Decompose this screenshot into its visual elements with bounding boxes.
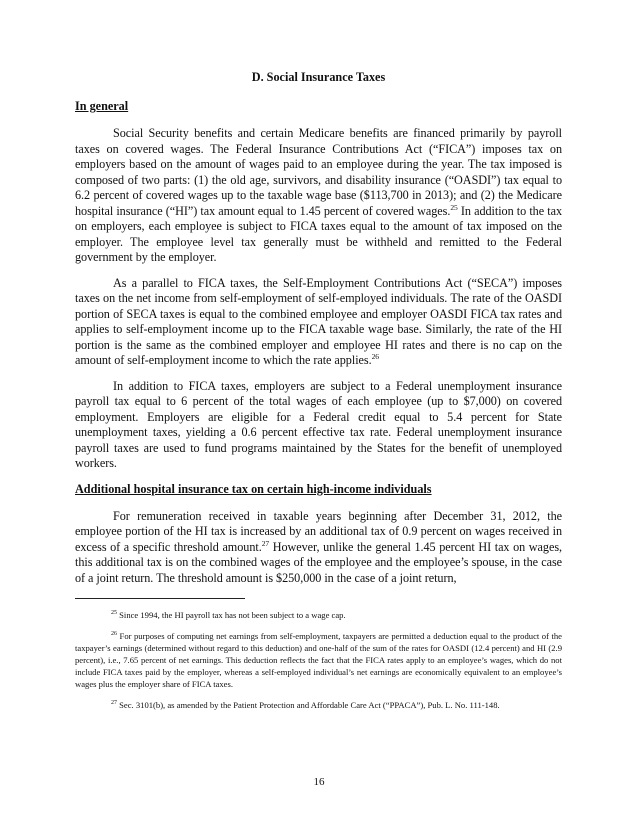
document-page — [75, 70, 562, 720]
paragraph-text: For remuneration received in taxable years beginning after December 31, 2012, the employee portion of the HI tax is increased by an additional tax of 0.9 percent on wages received in excess of a specific threshold amount. — [75, 508, 562, 554]
footnote-ref-25: 25 — [450, 202, 458, 212]
paragraph-text: As a parallel to FICA taxes, the Self-Employment Contributions Act (“SECA”) imposes taxes on the net income from self-employment of self-employed individuals. The rate of the OASDI portion of SECA taxes is equal to the combined employee and employer OASDI FICA tax rates and applies to self-employment income up to the FICA taxable wage base. Similarly, the rate of the HI portion is the same as the combined employer and employee HI rates and there is no cap on the amount of self-employment income to which the rate applies. — [75, 275, 562, 367]
footnote-text: Sec. 3101(b), as amended by the Patient Protection and Affordable Care Act (“PPACA”), Pub. L. No. 111-148. — [117, 700, 500, 710]
page-number: 16 — [313, 776, 325, 788]
paragraph-text: Social Security benefits and certain Medicare benefits are financed primarily by payroll taxes on covered wages. The Federal Insurance Contributions Act (“FICA”) imposes tax on employers based on the amount of wages paid to an employee during the year. The tax imposed is composed of two parts: (1) the old age, survivors, and disability insurance (“OASDI”) tax equal to 6.2 percent of covered wages up to the taxable wage base ($113,700 in 2013); and (2) the Medicare hospital insurance (“HI”) tax amount equal to 1.45 percent of covered wages. — [75, 126, 562, 218]
footnote-text: Since 1994, the HI payroll tax has not been subject to a wage cap. — [117, 610, 346, 620]
footnote-text: For purposes of computing net earnings from self-employment, taxpayers are permitted a deduction equal to the product of the taxpayer’s earnings (determined without regard to this deduction) and one-half of the sum of the rates for OASDI (12.4 percent) and HI (2.9 percent), i.e., 7.65 percent of net earnings. This deduction reflects the fact that the FICA rates apply to an employee’s wages, which do not include FICA taxes paid by the employer, whereas a self-employed individual’s net earnings are economically equivalent to an employee’s wages plus the employer share of FICA taxes. — [75, 631, 562, 689]
footnote-number: 27 — [111, 700, 117, 707]
section-heading: D. Social Insurance Taxes — [251, 70, 386, 84]
footnote-number: 25 — [111, 610, 117, 617]
paragraph-fica — [75, 126, 562, 266]
footnote-ref-27: 27 — [261, 538, 270, 548]
footnote-26 — [75, 630, 562, 690]
paragraph-text-tail: However, unlike the general 1.45 percent HI tax on wages, this additional tax is on the combined wages of the employee and the employee’s spouse, in the case of a joint return. The threshold amount is $250,000 in the case of a joint return, — [75, 539, 563, 585]
footnote-ref-26: 26 — [371, 351, 379, 361]
subheading-in-general: In general — [75, 99, 129, 113]
paragraph-seca — [75, 276, 562, 369]
footnote-number: 26 — [111, 631, 117, 638]
footnote-divider — [75, 598, 245, 599]
paragraph-text: In addition to FICA taxes, employers are subject to a Federal unemployment insurance payroll tax equal to 6 percent of the total wages of each employee (up to $7,000) on covered employment. Employers are eligible for a Federal credit equal to 5.4 percent for State unemployment taxes, yielding a 0.6 percent effective tax rate. Federal unemployment insurance payroll taxes are used to fund programs maintained by the States for the benefit of unemployed workers. — [75, 378, 562, 470]
paragraph-text-tail: In addition to the tax on employers, each employee is subject to FICA taxes equal to the amount of tax imposed on the employer. The employee level tax generally must be withheld and remitted to the Federal government by the employer. — [75, 203, 562, 264]
subheading-additional-hi-tax: Additional hospital insurance tax on certain high-income individuals — [75, 481, 432, 496]
footnote-27 — [75, 699, 562, 711]
paragraph-additional-hi — [75, 509, 562, 587]
footnote-25 — [75, 609, 562, 621]
paragraph-futa — [75, 379, 562, 472]
